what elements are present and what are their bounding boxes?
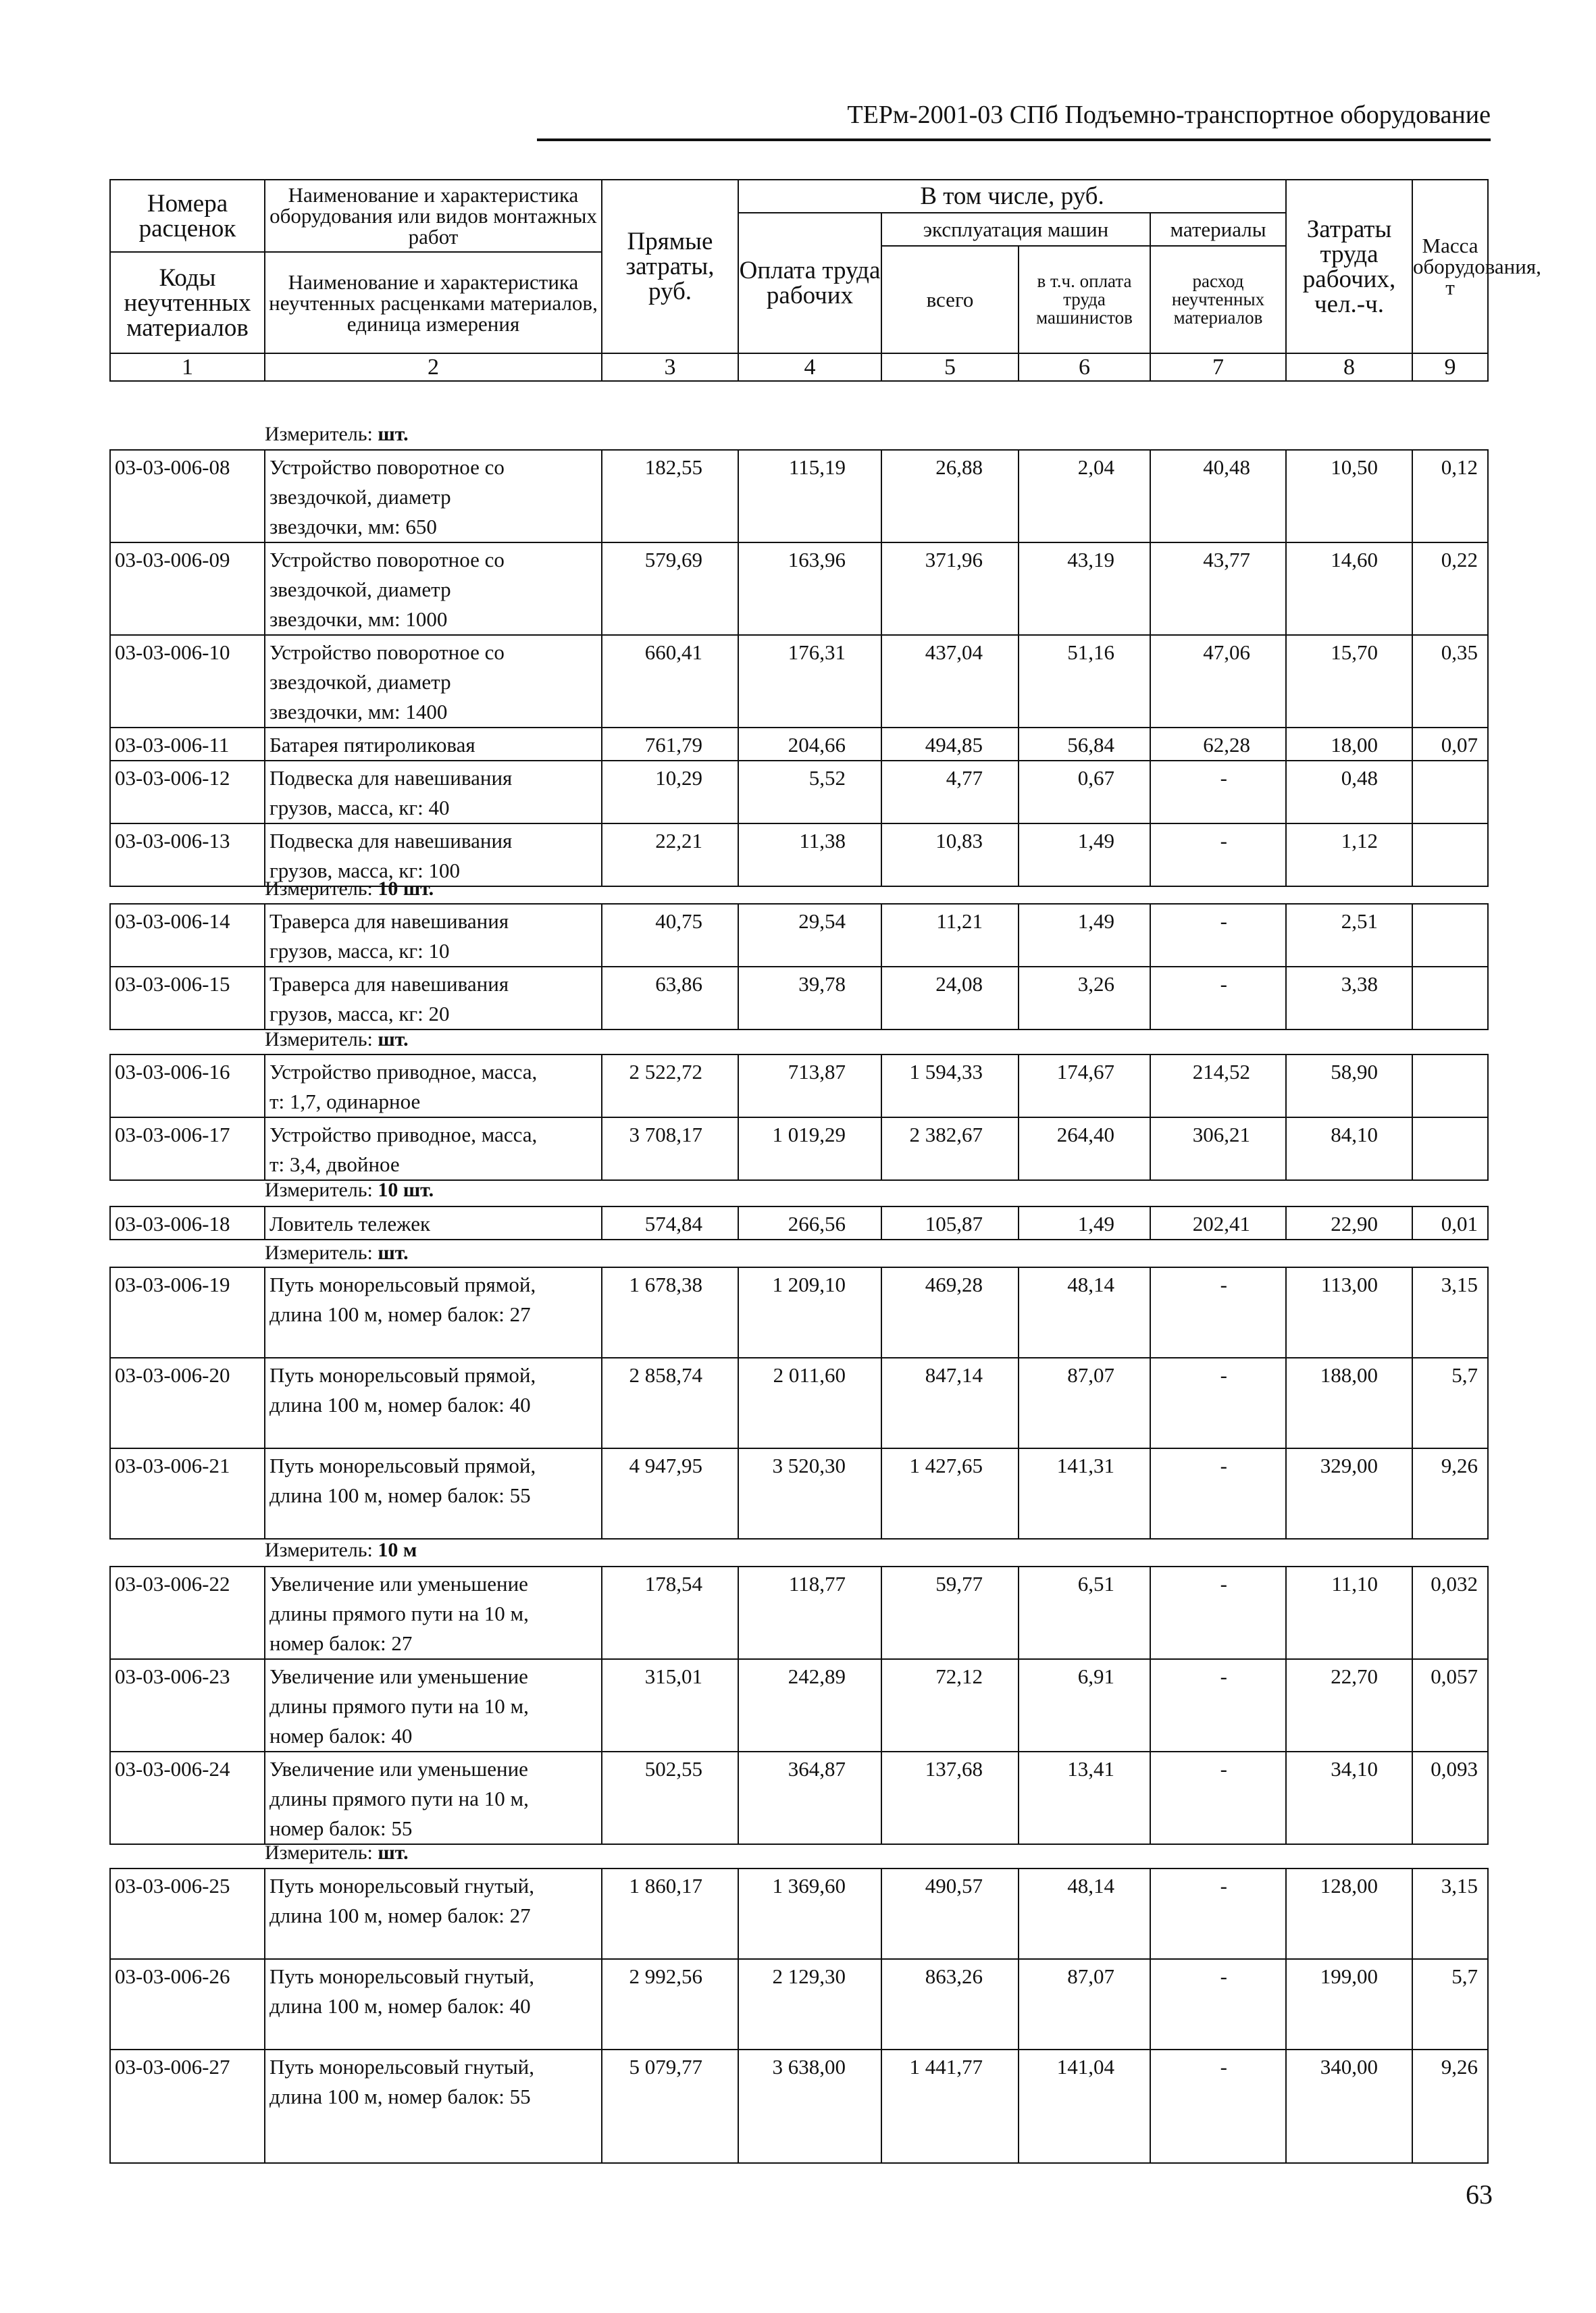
materials-cell: - (1150, 1752, 1286, 1844)
worker-pay-cell: 266,56 (738, 1206, 881, 1240)
column-number: 9 (1412, 353, 1488, 381)
operator-pay-cell: 48,14 (1019, 1267, 1150, 1358)
page-number: 63 (1466, 2179, 1493, 2210)
direct-costs-cell: 10,29 (602, 761, 738, 823)
table-row (110, 728, 1488, 761)
work-name-cell (265, 635, 602, 728)
worker-pay-cell: 29,54 (738, 904, 881, 967)
worker-pay-cell: 163,96 (738, 542, 881, 635)
unit-label (265, 1540, 417, 1560)
operator-pay-cell: 56,84 (1019, 728, 1150, 761)
table-row (110, 635, 1488, 728)
header-machine-operation: эксплуатация машин (881, 213, 1150, 246)
work-name-cell (265, 1054, 602, 1117)
work-name-line: Ловитель тележек (269, 1212, 431, 1236)
work-name-line: Устройство поворотное со (269, 455, 505, 479)
rate-group-table (109, 1054, 1489, 1181)
mass-cell: 0,093 (1412, 1752, 1488, 1844)
machine-total-cell: 137,68 (881, 1752, 1019, 1844)
header-worker-pay: Оплата труда рабочих (738, 213, 881, 353)
work-name-line: Путь монорельсовый гнутый, (269, 1874, 534, 1898)
unit-label-prefix: Измеритель: (265, 1539, 378, 1561)
labor-hours-cell: 2,51 (1286, 904, 1412, 967)
work-name-line: Подвеска для навешивания (269, 766, 513, 790)
header-material-codes: Коды неучтенных материалов (110, 252, 265, 353)
worker-pay-cell: 115,19 (738, 450, 881, 542)
machine-total-cell: 24,08 (881, 967, 1019, 1030)
column-number: 8 (1286, 353, 1412, 381)
machine-total-cell: 11,21 (881, 904, 1019, 967)
work-name-line: Устройство приводное, масса, (269, 1060, 538, 1084)
worker-pay-cell: 204,66 (738, 728, 881, 761)
direct-costs-cell: 4 947,95 (602, 1448, 738, 1539)
machine-total-cell: 105,87 (881, 1206, 1019, 1240)
rate-group-table (109, 1868, 1489, 2164)
labor-hours-cell: 0,48 (1286, 761, 1412, 823)
rate-code-cell: 03-03-006-21 (110, 1448, 265, 1539)
header-machine-total: всего (881, 246, 1019, 353)
work-name-line: номер балок: 55 (269, 1816, 413, 1840)
work-name-cell (265, 761, 602, 823)
worker-pay-cell: 364,87 (738, 1752, 881, 1844)
machine-total-cell: 59,77 (881, 1567, 1019, 1659)
work-name-cell (265, 1358, 602, 1448)
labor-hours-cell: 84,10 (1286, 1117, 1412, 1180)
direct-costs-cell: 178,54 (602, 1567, 738, 1659)
machine-total-cell: 371,96 (881, 542, 1019, 635)
work-name-line: Увеличение или уменьшение (269, 1572, 528, 1596)
unit-value: шт. (378, 1242, 409, 1264)
header-uncounted-materials: расход неучтенных материалов (1150, 246, 1286, 353)
machine-total-cell: 4,77 (881, 761, 1019, 823)
materials-cell: - (1150, 1869, 1286, 1959)
unit-label (265, 1843, 409, 1863)
materials-cell: - (1150, 761, 1286, 823)
rate-code-cell: 03-03-006-26 (110, 1959, 265, 2050)
worker-pay-cell: 1 019,29 (738, 1117, 881, 1180)
mass-cell (1412, 967, 1488, 1030)
unit-label (265, 1180, 434, 1200)
materials-cell: 214,52 (1150, 1054, 1286, 1117)
rate-code-cell: 03-03-006-27 (110, 2050, 265, 2163)
materials-cell: 202,41 (1150, 1206, 1286, 1240)
unit-label-prefix: Измеритель: (265, 1841, 378, 1864)
work-name-line: Устройство приводное, масса, (269, 1123, 538, 1146)
worker-pay-cell: 1 369,60 (738, 1869, 881, 1959)
rate-code-cell: 03-03-006-12 (110, 761, 265, 823)
table-row (110, 967, 1488, 1030)
work-name-line: звездочки, мм: 1000 (269, 607, 448, 631)
labor-hours-cell: 188,00 (1286, 1358, 1412, 1448)
worker-pay-cell: 118,77 (738, 1567, 881, 1659)
worker-pay-cell: 1 209,10 (738, 1267, 881, 1358)
machine-total-cell: 26,88 (881, 450, 1019, 542)
operator-pay-cell: 13,41 (1019, 1752, 1150, 1844)
worker-pay-cell: 176,31 (738, 635, 881, 728)
mass-cell: 0,12 (1412, 450, 1488, 542)
work-name-line: Увеличение или уменьшение (269, 1757, 528, 1781)
direct-costs-cell: 2 858,74 (602, 1358, 738, 1448)
machine-total-cell: 1 441,77 (881, 2050, 1019, 2163)
work-name-cell (265, 1206, 602, 1240)
unit-label-prefix: Измеритель: (265, 1179, 378, 1201)
mass-cell: 5,7 (1412, 1959, 1488, 2050)
rate-code-cell: 03-03-006-15 (110, 967, 265, 1030)
mass-cell: 3,15 (1412, 1869, 1488, 1959)
work-name-line: длина 100 м, номер балок: 27 (269, 1904, 531, 1927)
materials-cell: - (1150, 2050, 1286, 2163)
labor-hours-cell: 34,10 (1286, 1752, 1412, 1844)
table-row (110, 761, 1488, 823)
labor-hours-cell: 22,90 (1286, 1206, 1412, 1240)
work-name-cell (265, 1267, 602, 1358)
work-name-cell (265, 1659, 602, 1752)
operator-pay-cell: 1,49 (1019, 823, 1150, 886)
materials-cell: 40,48 (1150, 450, 1286, 542)
machine-total-cell: 437,04 (881, 635, 1019, 728)
direct-costs-cell: 2 522,72 (602, 1054, 738, 1117)
work-name-line: Увеличение или уменьшение (269, 1664, 528, 1688)
unit-label-prefix: Измеритель: (265, 423, 378, 445)
work-name-line: длина 100 м, номер балок: 55 (269, 1483, 531, 1507)
rate-code-cell: 03-03-006-19 (110, 1267, 265, 1358)
work-name-cell (265, 967, 602, 1030)
direct-costs-cell: 502,55 (602, 1752, 738, 1844)
worker-pay-cell: 3 638,00 (738, 2050, 881, 2163)
mass-cell: 0,07 (1412, 728, 1488, 761)
mass-cell: 0,01 (1412, 1206, 1488, 1240)
rate-group-table (109, 903, 1489, 1030)
work-name-line: т: 1,7, одинарное (269, 1090, 421, 1113)
rate-code-cell: 03-03-006-22 (110, 1567, 265, 1659)
unit-label-prefix: Измеритель: (265, 1028, 378, 1050)
rate-code-cell: 03-03-006-09 (110, 542, 265, 635)
table-row (110, 1206, 1488, 1240)
mass-cell: 0,22 (1412, 542, 1488, 635)
direct-costs-cell: 40,75 (602, 904, 738, 967)
work-name-cell (265, 904, 602, 967)
worker-pay-cell: 5,52 (738, 761, 881, 823)
rate-group-table (109, 1206, 1489, 1240)
machine-total-cell: 469,28 (881, 1267, 1019, 1358)
labor-hours-cell: 15,70 (1286, 635, 1412, 728)
header-work-name: Наименование и характеристика оборудования или видов монтажных работ (265, 180, 602, 252)
table-row (110, 1117, 1488, 1180)
column-number: 1 (110, 353, 265, 381)
table-row (110, 1448, 1488, 1539)
operator-pay-cell: 1,49 (1019, 1206, 1150, 1240)
direct-costs-cell: 315,01 (602, 1659, 738, 1752)
machine-total-cell: 2 382,67 (881, 1117, 1019, 1180)
work-name-line: Путь монорельсовый прямой, (269, 1273, 536, 1296)
work-name-line: номер балок: 40 (269, 1724, 413, 1748)
direct-costs-cell: 579,69 (602, 542, 738, 635)
work-name-line: длина 100 м, номер балок: 55 (269, 2085, 531, 2108)
machine-total-cell: 490,57 (881, 1869, 1019, 1959)
labor-hours-cell: 10,50 (1286, 450, 1412, 542)
work-name-line: грузов, масса, кг: 10 (269, 939, 450, 963)
work-name-line: длины прямого пути на 10 м, (269, 1694, 529, 1718)
work-name-line: звездочки, мм: 650 (269, 515, 437, 538)
rate-code-cell: 03-03-006-25 (110, 1869, 265, 1959)
work-name-line: грузов, масса, кг: 20 (269, 1002, 450, 1025)
materials-cell: - (1150, 1659, 1286, 1752)
operator-pay-cell: 87,07 (1019, 1358, 1150, 1448)
labor-hours-cell: 14,60 (1286, 542, 1412, 635)
table-header (109, 179, 1541, 382)
materials-cell: - (1150, 1959, 1286, 2050)
table-row (110, 1869, 1488, 1959)
work-name-cell (265, 1869, 602, 1959)
work-name-line: Подвеска для навешивания (269, 829, 513, 853)
work-name-cell (265, 2050, 602, 2163)
labor-hours-cell: 58,90 (1286, 1054, 1412, 1117)
operator-pay-cell: 43,19 (1019, 542, 1150, 635)
materials-cell: 47,06 (1150, 635, 1286, 728)
work-name-cell (265, 1117, 602, 1180)
mass-cell: 0,057 (1412, 1659, 1488, 1752)
direct-costs-cell: 660,41 (602, 635, 738, 728)
rate-code-cell: 03-03-006-11 (110, 728, 265, 761)
rate-code-cell: 03-03-006-17 (110, 1117, 265, 1180)
rate-code-cell: 03-03-006-20 (110, 1358, 265, 1448)
work-name-line: звездочкой, диаметр (269, 485, 451, 509)
materials-cell: - (1150, 1358, 1286, 1448)
operator-pay-cell: 174,67 (1019, 1054, 1150, 1117)
unit-value: шт. (378, 423, 409, 445)
header-equipment-mass: Масса оборудования, т (1412, 180, 1488, 353)
direct-costs-cell: 5 079,77 (602, 2050, 738, 2163)
column-number: 6 (1019, 353, 1150, 381)
work-name-cell (265, 542, 602, 635)
operator-pay-cell: 6,51 (1019, 1567, 1150, 1659)
work-name-cell (265, 1567, 602, 1659)
unit-value: шт. (378, 1028, 409, 1050)
table-row (110, 1054, 1488, 1117)
operator-pay-cell: 264,40 (1019, 1117, 1150, 1180)
mass-cell: 5,7 (1412, 1358, 1488, 1448)
mass-cell (1412, 761, 1488, 823)
work-name-line: т: 3,4, двойное (269, 1152, 400, 1176)
unit-label (265, 879, 434, 899)
header-rate-numbers: Номера расценок (110, 180, 265, 252)
work-name-line: длины прямого пути на 10 м, (269, 1602, 529, 1625)
worker-pay-cell: 2 129,30 (738, 1959, 881, 2050)
work-name-cell (265, 1752, 602, 1844)
direct-costs-cell: 63,86 (602, 967, 738, 1030)
work-name-line: номер балок: 27 (269, 1631, 413, 1655)
rate-code-cell: 03-03-006-18 (110, 1206, 265, 1240)
materials-cell: - (1150, 1567, 1286, 1659)
table-row (110, 1752, 1488, 1844)
operator-pay-cell: 2,04 (1019, 450, 1150, 542)
direct-costs-cell: 1 860,17 (602, 1869, 738, 1959)
table-row (110, 1358, 1488, 1448)
work-name-cell (265, 450, 602, 542)
column-number: 5 (881, 353, 1019, 381)
mass-cell: 9,26 (1412, 2050, 1488, 2163)
labor-hours-cell: 18,00 (1286, 728, 1412, 761)
column-number: 7 (1150, 353, 1286, 381)
labor-hours-cell: 3,38 (1286, 967, 1412, 1030)
column-number: 3 (602, 353, 738, 381)
table-row (110, 1959, 1488, 2050)
work-name-line: Траверса для навешивания (269, 909, 509, 933)
operator-pay-cell: 51,16 (1019, 635, 1150, 728)
unit-label (265, 424, 409, 444)
work-name-line: Путь монорельсовый прямой, (269, 1454, 536, 1477)
work-name-cell (265, 1448, 602, 1539)
mass-cell (1412, 1054, 1488, 1117)
mass-cell (1412, 823, 1488, 886)
work-name-line: Путь монорельсовый прямой, (269, 1363, 536, 1387)
materials-cell: - (1150, 1448, 1286, 1539)
rate-code-cell: 03-03-006-14 (110, 904, 265, 967)
header-material-name: Наименование и характеристика неучтенных расценками материалов, единица измерения (265, 252, 602, 353)
work-name-line: звездочки, мм: 1400 (269, 700, 448, 723)
materials-cell: - (1150, 1267, 1286, 1358)
rate-code-cell: 03-03-006-13 (110, 823, 265, 886)
labor-hours-cell: 11,10 (1286, 1567, 1412, 1659)
materials-cell: 43,77 (1150, 542, 1286, 635)
mass-cell (1412, 1117, 1488, 1180)
work-name-line: длина 100 м, номер балок: 40 (269, 1393, 531, 1417)
unit-label (265, 1243, 409, 1263)
table-row (110, 1567, 1488, 1659)
machine-total-cell: 494,85 (881, 728, 1019, 761)
header-including: В том числе, руб. (738, 180, 1286, 213)
worker-pay-cell: 11,38 (738, 823, 881, 886)
machine-total-cell: 863,26 (881, 1959, 1019, 2050)
operator-pay-cell: 141,04 (1019, 2050, 1150, 2163)
work-name-line: грузов, масса, кг: 100 (269, 859, 460, 882)
operator-pay-cell: 87,07 (1019, 1959, 1150, 2050)
rate-group-table (109, 449, 1489, 887)
work-name-line: длина 100 м, номер балок: 27 (269, 1302, 531, 1326)
work-name-line: Устройство поворотное со (269, 548, 505, 571)
worker-pay-cell: 713,87 (738, 1054, 881, 1117)
direct-costs-cell: 761,79 (602, 728, 738, 761)
mass-cell (1412, 904, 1488, 967)
title-rule (537, 138, 1491, 141)
operator-pay-cell: 1,49 (1019, 904, 1150, 967)
operator-pay-cell: 3,26 (1019, 967, 1150, 1030)
work-name-line: Устройство поворотное со (269, 640, 505, 664)
labor-hours-cell: 128,00 (1286, 1869, 1412, 1959)
mass-cell: 9,26 (1412, 1448, 1488, 1539)
table-row (110, 2050, 1488, 2163)
mass-cell: 0,35 (1412, 635, 1488, 728)
worker-pay-cell: 3 520,30 (738, 1448, 881, 1539)
table-row (110, 542, 1488, 635)
labor-hours-cell: 199,00 (1286, 1959, 1412, 2050)
rate-code-cell: 03-03-006-23 (110, 1659, 265, 1752)
operator-pay-cell: 0,67 (1019, 761, 1150, 823)
document-title: ТЕРм-2001-03 СПб Подъемно-транспортное оборудование (847, 101, 1491, 129)
work-name-line: Путь монорельсовый гнутый, (269, 2055, 534, 2079)
materials-cell: - (1150, 904, 1286, 967)
machine-total-cell: 10,83 (881, 823, 1019, 886)
work-name-line: звездочкой, диаметр (269, 578, 451, 601)
machine-total-cell: 1 594,33 (881, 1054, 1019, 1117)
rate-group-table (109, 1267, 1489, 1540)
unit-label-prefix: Измеритель: (265, 1242, 378, 1264)
materials-cell: - (1150, 823, 1286, 886)
worker-pay-cell: 39,78 (738, 967, 881, 1030)
operator-pay-cell: 141,31 (1019, 1448, 1150, 1539)
table-row (110, 1659, 1488, 1752)
work-name-line: Траверса для навешивания (269, 972, 509, 996)
labor-hours-cell: 22,70 (1286, 1659, 1412, 1752)
unit-value: шт. (378, 1841, 409, 1864)
labor-hours-cell: 113,00 (1286, 1267, 1412, 1358)
materials-cell: 62,28 (1150, 728, 1286, 761)
direct-costs-cell: 2 992,56 (602, 1959, 738, 2050)
direct-costs-cell: 574,84 (602, 1206, 738, 1240)
unit-value: 10 м (378, 1539, 417, 1561)
table-row (110, 1267, 1488, 1358)
column-number: 2 (265, 353, 602, 381)
table-row (110, 450, 1488, 542)
work-name-line: Путь монорельсовый гнутый, (269, 1964, 534, 1988)
rate-code-cell: 03-03-006-08 (110, 450, 265, 542)
unit-label (265, 1030, 409, 1050)
work-name-line: длина 100 м, номер балок: 40 (269, 1994, 531, 2018)
work-name-line: грузов, масса, кг: 40 (269, 796, 450, 819)
header-direct-costs: Прямые затраты, руб. (602, 180, 738, 353)
operator-pay-cell: 48,14 (1019, 1869, 1150, 1959)
work-name-cell (265, 728, 602, 761)
rate-group-table (109, 1566, 1489, 1845)
work-name-line: длины прямого пути на 10 м, (269, 1787, 529, 1810)
worker-pay-cell: 2 011,60 (738, 1358, 881, 1448)
machine-total-cell: 847,14 (881, 1358, 1019, 1448)
labor-hours-cell: 340,00 (1286, 2050, 1412, 2163)
header-operator-pay: в т.ч. оплата труда машинистов (1019, 246, 1150, 353)
labor-hours-cell: 1,12 (1286, 823, 1412, 886)
operator-pay-cell: 6,91 (1019, 1659, 1150, 1752)
table-row (110, 904, 1488, 967)
direct-costs-cell: 182,55 (602, 450, 738, 542)
work-name-line: звездочкой, диаметр (269, 670, 451, 694)
unit-value: 10 шт. (378, 878, 434, 900)
column-number: 4 (738, 353, 881, 381)
work-name-line: Батарея пятироликовая (269, 733, 475, 757)
direct-costs-cell: 3 708,17 (602, 1117, 738, 1180)
work-name-cell (265, 1959, 602, 2050)
header-labor-hours: Затраты труда рабочих, чел.-ч. (1286, 180, 1412, 353)
header-materials: материалы (1150, 213, 1286, 246)
mass-cell: 0,032 (1412, 1567, 1488, 1659)
machine-total-cell: 72,12 (881, 1659, 1019, 1752)
unit-value: 10 шт. (378, 1179, 434, 1201)
unit-label-prefix: Измеритель: (265, 878, 378, 900)
worker-pay-cell: 242,89 (738, 1659, 881, 1752)
rate-code-cell: 03-03-006-24 (110, 1752, 265, 1844)
materials-cell: 306,21 (1150, 1117, 1286, 1180)
direct-costs-cell: 22,21 (602, 823, 738, 886)
rate-code-cell: 03-03-006-16 (110, 1054, 265, 1117)
rate-code-cell: 03-03-006-10 (110, 635, 265, 728)
machine-total-cell: 1 427,65 (881, 1448, 1019, 1539)
materials-cell: - (1150, 967, 1286, 1030)
direct-costs-cell: 1 678,38 (602, 1267, 738, 1358)
labor-hours-cell: 329,00 (1286, 1448, 1412, 1539)
mass-cell: 3,15 (1412, 1267, 1488, 1358)
